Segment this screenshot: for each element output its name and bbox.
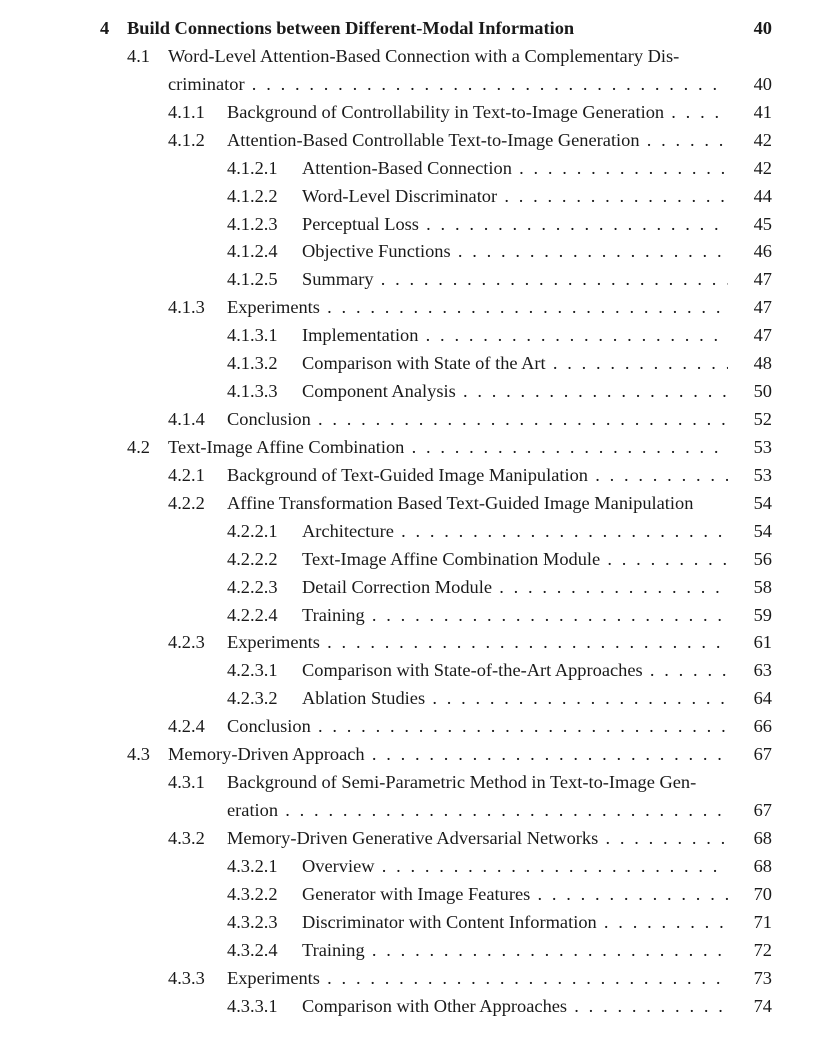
toc-entry-page: 53 xyxy=(753,437,772,457)
toc-entry-4-2-2-2[interactable] xyxy=(0,545,840,573)
toc-entry-4-3-1[interactable] xyxy=(0,768,840,796)
chapter-page: 40 xyxy=(753,18,772,38)
toc-chapter-row[interactable] xyxy=(0,14,840,42)
toc-entry-page: 47 xyxy=(753,325,772,345)
toc-entry-page: 56 xyxy=(753,549,772,569)
toc-entry-title: Comparison with State of the Art . . . xyxy=(302,349,728,377)
toc-entry-4-1-2-3[interactable] xyxy=(0,210,840,238)
toc-entry-number: 4.3.2 xyxy=(168,828,205,848)
toc-entry-title: Affine Transformation Based Text-Guided Image Manipulation xyxy=(227,493,694,513)
toc-entry-title: Word-Level Attention-Based Connection with a Complementary Dis- xyxy=(168,46,680,66)
toc-entry-page: 53 xyxy=(753,465,772,485)
toc-entry-title: Comparison with State-of-the-Art Approaches . . . xyxy=(302,656,728,684)
toc-entry-4-1-2[interactable] xyxy=(0,126,840,154)
toc-entry-number: 4.1.3.2 xyxy=(227,353,278,373)
toc-entry-number: 4.3.1 xyxy=(168,772,205,792)
toc-entry-title: Memory-Driven Approach . . . xyxy=(168,740,728,768)
toc-entry-number: 4.2 xyxy=(127,437,150,457)
toc-entry-4-2-2-4[interactable] xyxy=(0,601,840,629)
toc-entry-number: 4.3 xyxy=(127,744,150,764)
toc-entry-title: Experiments . . . xyxy=(227,964,728,992)
toc-entry-page: 67 xyxy=(753,800,772,820)
toc-entry-4-2[interactable] xyxy=(0,433,840,461)
toc-entry-number: 4.2.2.3 xyxy=(227,577,278,597)
toc-entry-number: 4.3.2.4 xyxy=(227,940,278,960)
toc-entry-4-1-1[interactable] xyxy=(0,98,840,126)
toc-entry-number: 4.1.3.1 xyxy=(227,325,278,345)
toc-entry-number: 4.2.2 xyxy=(168,493,205,513)
toc-entry-page: 46 xyxy=(753,241,772,261)
toc-entry-page: 47 xyxy=(753,297,772,317)
toc-entry-4-2-3-1[interactable] xyxy=(0,656,840,684)
toc-entry-title: Training . . . xyxy=(302,601,728,629)
toc-entry-continuation-row[interactable] xyxy=(0,70,840,98)
toc-entry-page: 74 xyxy=(753,996,772,1016)
toc-entry-4-1-2-4[interactable] xyxy=(0,237,840,265)
toc-entry-title: Component Analysis . . . xyxy=(302,377,728,405)
toc-entry-page: 64 xyxy=(753,688,772,708)
toc-entry-title: Conclusion . . . xyxy=(227,712,728,740)
toc-entry-number: 4.2.1 xyxy=(168,465,205,485)
toc-entry-number: 4.1.2.5 xyxy=(227,269,278,289)
toc-entry-title: Conclusion . . . xyxy=(227,405,728,433)
toc-entry-title-continuation: criminator . . . xyxy=(168,70,728,98)
toc-entry-number: 4.1.2.3 xyxy=(227,214,278,234)
toc-entry-title: Attention-Based Controllable Text-to-Image Generation . . . xyxy=(227,126,728,154)
toc-entry-4-1-3-2[interactable] xyxy=(0,349,840,377)
toc-entry-title: Text-Image Affine Combination . . . xyxy=(168,433,728,461)
toc-entry-title: Architecture . . . xyxy=(302,517,728,545)
toc-entry-4-3-3-1[interactable] xyxy=(0,992,840,1020)
toc-entry-4-3-2-3[interactable] xyxy=(0,908,840,936)
toc-entry-number: 4.2.2.4 xyxy=(227,605,278,625)
toc-entry-4-2-3[interactable] xyxy=(0,628,840,656)
toc-entry-4-3-3[interactable] xyxy=(0,964,840,992)
toc-entry-title: Text-Image Affine Combination Module . . . xyxy=(302,545,728,573)
toc-entry-title: Background of Semi-Parametric Method in Text-to-Image Gen- xyxy=(227,772,697,792)
toc-entry-title: Experiments . . . xyxy=(227,293,728,321)
toc-entry-page: 63 xyxy=(753,660,772,680)
toc-entry-4-1-4[interactable] xyxy=(0,405,840,433)
toc-entry-page: 67 xyxy=(753,744,772,764)
toc-entry-title: Training . . . xyxy=(302,936,728,964)
toc-entry-number: 4.2.4 xyxy=(168,716,205,736)
toc-entry-4-3-2[interactable] xyxy=(0,824,840,852)
toc-entry-title: Perceptual Loss . . . xyxy=(302,210,728,238)
chapter-title: Build Connections between Different-Modal Information xyxy=(127,18,575,38)
toc-entry-title: Background of Controllability in Text-to-Image Generation . . . xyxy=(227,98,728,126)
toc-entry-number: 4.2.3 xyxy=(168,632,205,652)
toc-entry-4-1-3[interactable] xyxy=(0,293,840,321)
toc-entry-4-1-2-1[interactable] xyxy=(0,154,840,182)
toc-entry-page: 52 xyxy=(753,409,772,429)
toc-entry-page: 70 xyxy=(753,884,772,904)
toc-entry-4-3-2-1[interactable] xyxy=(0,852,840,880)
toc-entry-continuation-row[interactable] xyxy=(0,796,840,824)
toc-entry-title: Attention-Based Connection . . . xyxy=(302,154,728,182)
toc-entry-number: 4.3.2.2 xyxy=(227,884,278,904)
toc-entry-title: Ablation Studies . . . xyxy=(302,684,728,712)
toc-entry-page: 71 xyxy=(753,912,772,932)
toc-entry-page: 54 xyxy=(753,493,772,513)
toc-entry-4-1-2-2[interactable] xyxy=(0,182,840,210)
toc-entry-page: 45 xyxy=(753,214,772,234)
toc-entry-4-3[interactable] xyxy=(0,740,840,768)
toc-entry-title: Discriminator with Content Information . . . xyxy=(302,908,728,936)
toc-entry-number: 4.3.3.1 xyxy=(227,996,278,1016)
toc-entry-page: 59 xyxy=(753,605,772,625)
toc-entry-page: 41 xyxy=(753,102,772,122)
toc-entry-number: 4.3.3 xyxy=(168,968,205,988)
toc-entry-number: 4.1.2.1 xyxy=(227,158,278,178)
toc-entry-4-2-2-1[interactable] xyxy=(0,517,840,545)
toc-entry-title: Comparison with Other Approaches . . . xyxy=(302,992,728,1020)
toc-entry-title: Summary . . . xyxy=(302,265,728,293)
toc-entry-4-1-3-3[interactable] xyxy=(0,377,840,405)
toc-entry-page: 66 xyxy=(753,716,772,736)
toc-entry-title: Experiments . . . xyxy=(227,628,728,656)
toc-entry-page: 61 xyxy=(753,632,772,652)
toc-entry-4-2-2[interactable] xyxy=(0,489,840,517)
toc-entry-page: 40 xyxy=(753,74,772,94)
toc-entry-page: 47 xyxy=(753,269,772,289)
toc-entry-page: 68 xyxy=(753,856,772,876)
toc-entry-number: 4.2.3.1 xyxy=(227,660,278,680)
toc-entry-page: 54 xyxy=(753,521,772,541)
toc-entry-4-1[interactable] xyxy=(0,42,840,70)
toc-entry-number: 4.1.3 xyxy=(168,297,205,317)
toc-entry-page: 44 xyxy=(753,186,772,206)
toc-entry-4-1-2-5[interactable] xyxy=(0,265,840,293)
toc-entry-number: 4.2.2.1 xyxy=(227,521,278,541)
toc-entry-number: 4.1 xyxy=(127,46,150,66)
toc-entry-page: 58 xyxy=(753,577,772,597)
toc-entry-4-2-2-3[interactable] xyxy=(0,573,840,601)
chapter-number: 4 xyxy=(100,18,110,38)
toc-entry-4-2-4[interactable] xyxy=(0,712,840,740)
toc-entry-number: 4.2.3.2 xyxy=(227,688,278,708)
toc-entry-number: 4.1.3.3 xyxy=(227,381,278,401)
toc-entry-title: Overview . . . xyxy=(302,852,728,880)
toc-entry-title: Background of Text-Guided Image Manipulation . . . xyxy=(227,461,728,489)
toc-entry-4-3-2-4[interactable] xyxy=(0,936,840,964)
toc-entry-title: Objective Functions . . . xyxy=(302,237,728,265)
toc-entry-page: 48 xyxy=(753,353,772,373)
toc-entry-number: 4.1.1 xyxy=(168,102,205,122)
toc-entry-page: 73 xyxy=(753,968,772,988)
toc-entry-number: 4.1.4 xyxy=(168,409,205,429)
toc-entry-number: 4.1.2.2 xyxy=(227,186,278,206)
toc-entry-page: 72 xyxy=(753,940,772,960)
toc-entry-title: Detail Correction Module . . . xyxy=(302,573,728,601)
toc-entry-title-continuation: eration . . . xyxy=(227,796,728,824)
toc-entry-page: 42 xyxy=(753,130,772,150)
toc-entry-4-1-3-1[interactable] xyxy=(0,321,840,349)
toc-entry-number: 4.1.2 xyxy=(168,130,205,150)
toc-entry-page: 50 xyxy=(753,381,772,401)
toc-entry-number: 4.2.2.2 xyxy=(227,549,278,569)
toc-entry-4-2-1[interactable] xyxy=(0,461,840,489)
toc-entry-number: 4.1.2.4 xyxy=(227,241,278,261)
toc-entry-title: Generator with Image Features . . . xyxy=(302,880,728,908)
toc-entry-title: Word-Level Discriminator . . . xyxy=(302,182,728,210)
toc-entry-number: 4.3.2.1 xyxy=(227,856,278,876)
toc-entry-page: 68 xyxy=(753,828,772,848)
toc-entry-4-2-3-2[interactable] xyxy=(0,684,840,712)
toc-entry-title: Memory-Driven Generative Adversarial Networks . . . xyxy=(227,824,728,852)
toc-entry-number: 4.3.2.3 xyxy=(227,912,278,932)
toc-entry-title: Implementation . . . xyxy=(302,321,728,349)
toc-entry-page: 42 xyxy=(753,158,772,178)
toc-entry-4-3-2-2[interactable] xyxy=(0,880,840,908)
